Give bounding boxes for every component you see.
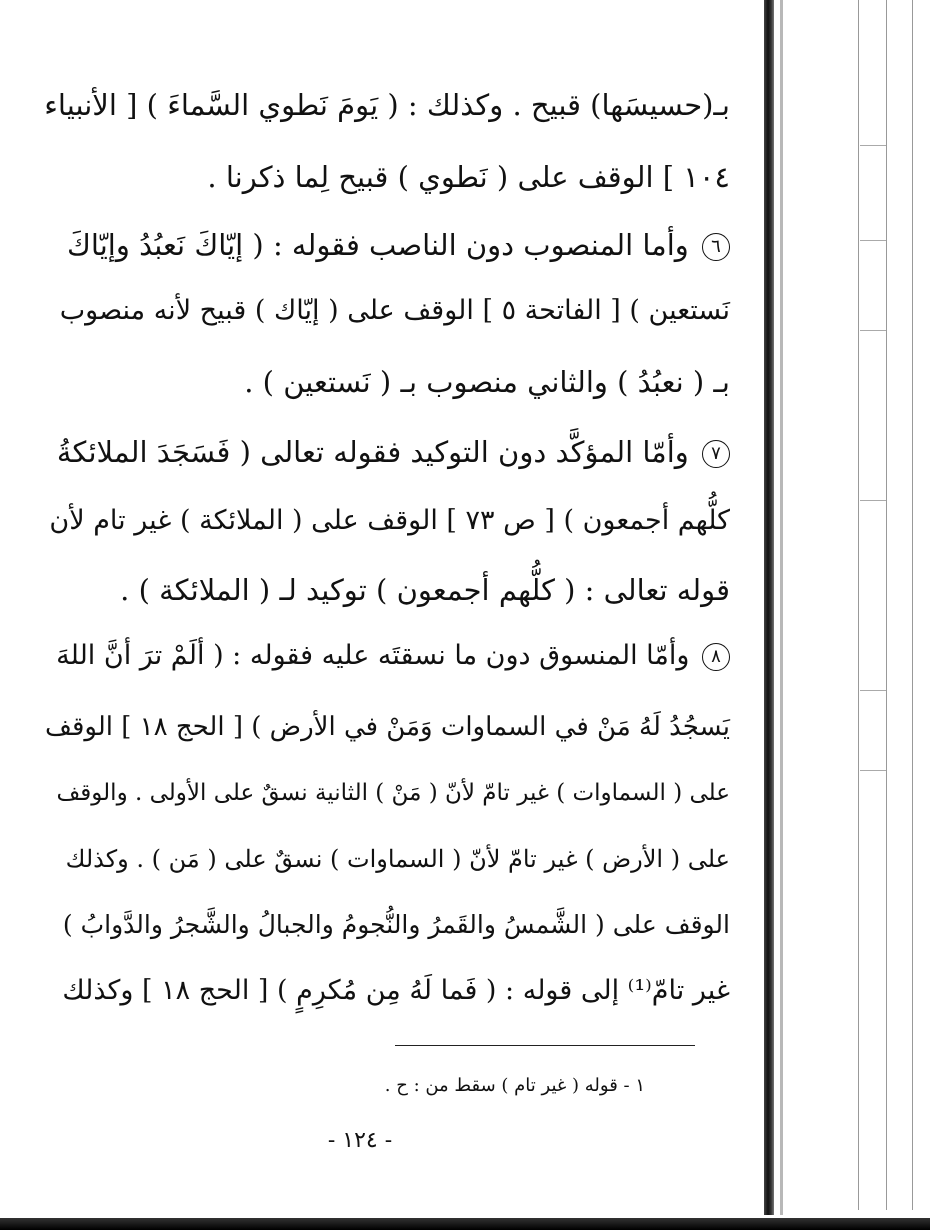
section-number-marker: ٦ <box>702 233 730 261</box>
page-edge-line <box>912 0 913 1210</box>
text-line-content: وأمّا المنسوق دون ما نسقتَه عليه فقوله : ( ألَمْ ترَ أنَّ اللهَ <box>56 640 690 671</box>
text-line: كلُّهم أجمعون ) [ ص ٧٣ ] الوقف على ( الملائكة ) غير تام لأن <box>49 505 730 536</box>
edge-mark <box>860 330 886 331</box>
page-edge-line <box>886 0 887 1210</box>
text-line: يَسجُدُ لَهُ مَنْ في السماوات وَمَنْ في الأرض ) [ الحج ١٨ ] الوقف <box>45 712 730 742</box>
footnote-separator <box>395 1045 695 1046</box>
edge-mark <box>860 500 886 501</box>
edge-mark <box>860 690 886 691</box>
text-line: ١٠٤ ] الوقف على ( نَطوي ) قبيح لِما ذكرنا . <box>207 160 730 194</box>
text-line: قوله تعالى : ( كلُّهم أجمعون ) توكيد لـ ( الملائكة ) . <box>120 573 730 607</box>
edge-mark <box>860 770 886 771</box>
text-line <box>57 435 730 469</box>
text-line: غير تامّ⁽¹⁾ إلى قوله : ( فَما لَهُ مِن مُكرِمٍ ) [ الحج ١٨ ] وكذلك <box>62 975 730 1006</box>
page-number: - ١٢٤ - <box>327 1128 393 1153</box>
section-number-marker: ٨ <box>702 643 730 671</box>
section-number-marker: ٧ <box>702 440 730 468</box>
text-line <box>56 640 730 671</box>
text-line: على ( الأرض ) غير تامّ لأنّ ( السماوات ) نسقٌ على ( مَن ) . وكذلك <box>65 845 730 873</box>
text-line-content: وأمّا المؤكَّد دون التوكيد فقوله تعالى ( فَسَجَدَ الملائكةُ <box>56 435 689 469</box>
text-line: على ( السماوات ) غير تامّ لأنّ ( مَنْ ) الثانية نسقٌ على الأولى . والوقف <box>56 780 730 806</box>
text-line: الوقف على ( الشَّمسُ والقَمرُ والنُّجومُ والجبالُ والشَّجرُ والدَّوابُ ) <box>62 910 730 939</box>
page-edge-line <box>858 0 859 1210</box>
edge-mark <box>860 145 886 146</box>
text-line-content: وأما المنصوب دون الناصب فقوله : ( إيّاكَ نَعبُدُ وإيّاكَ <box>66 228 689 262</box>
scan-bottom-edge <box>0 1218 930 1230</box>
book-spine-edge <box>780 0 783 1215</box>
text-line: بـ(حسيسَها) قبيح . وكذلك : ( يَومَ نَطوي السَّماءَ ) [ الأنبياء <box>44 88 730 122</box>
book-spine-shadow <box>764 0 774 1215</box>
text-line <box>67 228 730 262</box>
footnote: ١ - قوله ( غير تام ) سقط من : ح . <box>384 1075 645 1096</box>
text-line: نَستعين ) [ الفاتحة ٥ ] الوقف على ( إيّاك ) قبيح لأنه منصوب <box>59 295 730 326</box>
text-line: بـ ( نعبُدُ ) والثاني منصوب بـ ( نَستعين ) . <box>244 365 730 399</box>
edge-mark <box>860 240 886 241</box>
